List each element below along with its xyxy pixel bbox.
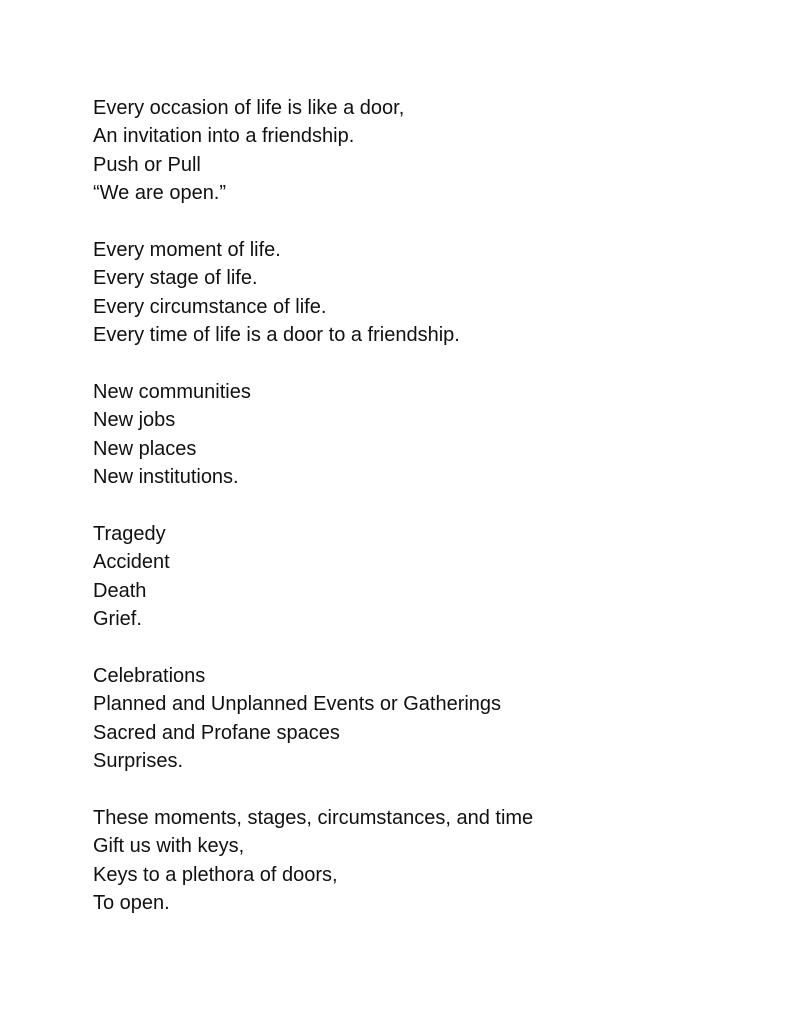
poem-line: To open. <box>93 892 170 915</box>
stanza-4 <box>93 520 733 634</box>
poem-body <box>93 94 733 918</box>
poem-line: Accident <box>93 551 170 574</box>
poem-line: Surprises. <box>93 750 184 773</box>
stanza-5 <box>93 662 733 776</box>
stanza-3 <box>93 378 733 492</box>
poem-line: Sacred and Profane spaces <box>93 721 340 744</box>
poem-line: New jobs <box>93 409 176 432</box>
stanza-2 <box>93 236 733 350</box>
poem-line: New places <box>93 437 197 460</box>
poem-line: “We are open.” <box>93 182 227 205</box>
poem-line: Celebrations <box>93 665 206 688</box>
poem-line: Push or Pull <box>93 153 201 176</box>
poem-line: Planned and Unplanned Events or Gatherings <box>93 693 502 716</box>
poem-line: These moments, stages, circumstances, and time <box>93 807 534 830</box>
poem-line: Every stage of life. <box>93 267 258 290</box>
poem-line: Keys to a plethora of doors, <box>93 863 338 886</box>
poem-line: Gift us with keys, <box>93 835 245 858</box>
poem-line: Every time of life is a door to a friendship. <box>93 324 460 347</box>
poem-line: New communities <box>93 381 251 404</box>
poem-line: Every moment of life. <box>93 239 281 262</box>
poem-line: Every circumstance of life. <box>93 295 327 318</box>
poem-line: Grief. <box>93 608 142 631</box>
poem-line: Every occasion of life is like a door, <box>93 97 405 119</box>
poem-line: New institutions. <box>93 466 239 489</box>
stanza-6 <box>93 804 733 918</box>
stanza-1 <box>93 94 733 208</box>
poem-line: Tragedy <box>93 523 166 546</box>
poem-line: Death <box>93 579 147 602</box>
poem-line: An invitation into a friendship. <box>93 125 355 148</box>
